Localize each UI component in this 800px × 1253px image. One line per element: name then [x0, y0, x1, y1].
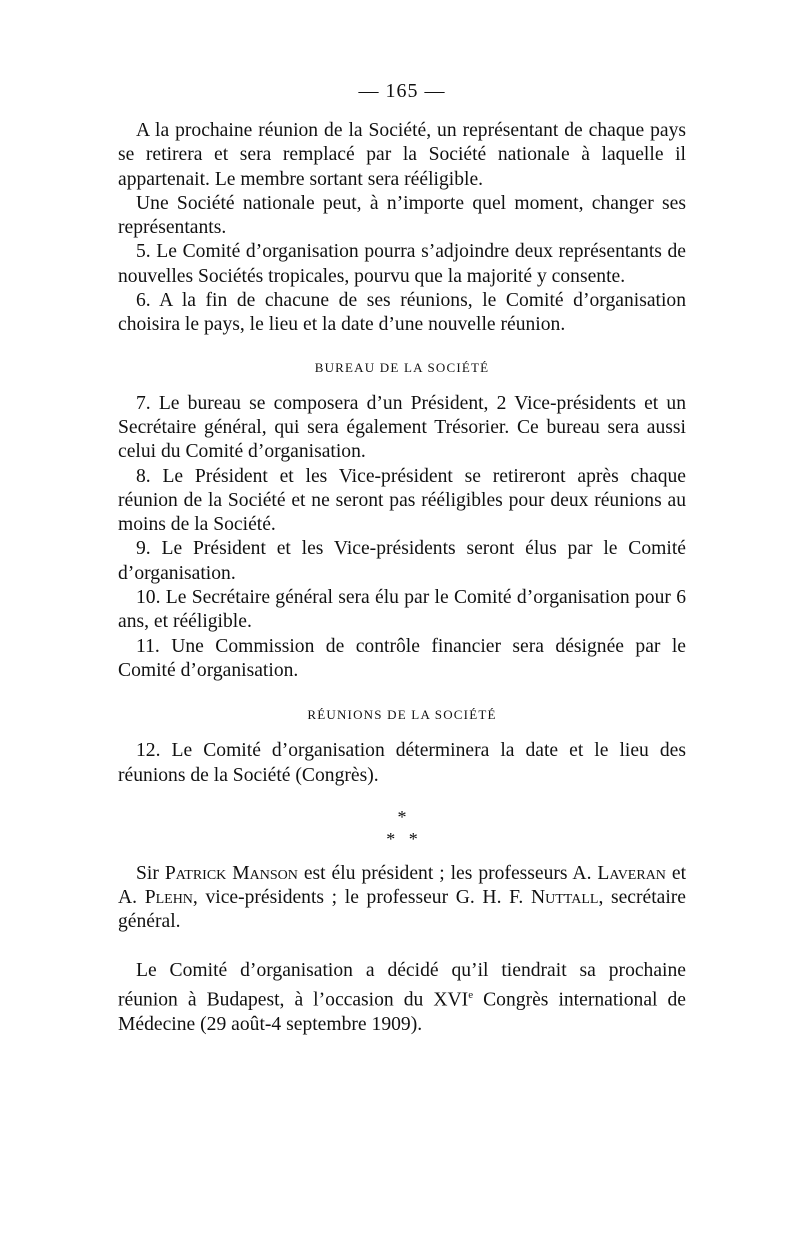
elections-text-1: Sir	[136, 862, 165, 884]
name-plehn: Plehn	[144, 887, 193, 909]
elections-text-4: , vice-présidents ; le professeur G. H. F.	[192, 887, 531, 909]
article-7: 7. Le bureau se composera d’un Président, 2 Vice-présidents et un Secrétaire général, qui sera également Trésorier. Ce bureau sera aussi celui du Comité d’organisation.	[118, 392, 686, 463]
closing-text-2: Congrès international de Médecine (29 août-4 septembre 1909).	[118, 989, 686, 1035]
article-9: 9. Le Président et les Vice-présidents seront élus par le Comité d’organisation.	[118, 538, 686, 584]
article-12: 12. Le Comité d’organisation déterminera la date et le lieu des réunions de la Société (Congrès).	[118, 740, 686, 786]
name-laveran: Laveran	[597, 862, 666, 884]
elections-text-3: et A.	[118, 862, 687, 909]
section-heading-bureau: BUREAU DE LA SOCIÉTÉ	[314, 359, 490, 375]
paragraph-change-representatives: Une Société nationale peut, à n’importe quel moment, changer ses représentants.	[118, 192, 686, 239]
asterism-top-star: *	[397, 806, 407, 827]
article-10: 10. Le Secrétaire général sera élu par le Comité d’organisation pour 6 ans, et rééligible.	[118, 587, 686, 633]
paragraph-representatives-rotation: A la prochaine réunion de la Société, un représentant de chaque pays se retirera et sera remplacé par la Société nationale à laquelle il appartenait. Le membre sortant sera rééligible.	[118, 120, 686, 190]
article-5: 5. Le Comité d’organisation pourra s’adjoindre deux représentants de nouvelles Sociétés tropicales, pourvu que la majorité y consente.	[118, 241, 686, 287]
asterism	[118, 806, 686, 850]
closing-text-1: Le Comité d’organisation a décidé qu’il tiendrait sa prochaine réunion à Budapest, à l’occasion du XVI	[118, 959, 686, 1011]
asterism-bottom-stars: * *	[386, 828, 418, 849]
elections-text-5: , secrétaire général.	[118, 887, 687, 933]
article-6: 6. A la fin de chacune de ses réunions, le Comité d’organisation choisira le pays, le lieu et la date d’une nouvelle réunion.	[118, 290, 686, 336]
paragraph-next-meeting	[118, 959, 686, 1037]
name-nuttall: Nuttall	[530, 887, 599, 909]
page-number: — 165 —	[358, 80, 446, 102]
elections-text-2: est élu président ; les professeurs A.	[297, 862, 598, 884]
name-manson: Patrick Manson	[164, 862, 298, 884]
article-11: 11. Une Commission de contrôle financier sera désignée par le Comité d’organisation.	[118, 635, 686, 681]
document-page	[118, 80, 686, 1037]
spacer	[118, 935, 686, 959]
section-heading-reunions: RÉUNIONS DE LA SOCIÉTÉ	[307, 707, 497, 723]
paragraph-elections	[118, 862, 686, 935]
closing-superscript: e	[468, 989, 474, 1002]
article-8: 8. Le Président et les Vice-président se retireront après chaque réunion de la Société et ne seront pas rééligibles pour deux réunions au moins de la Société.	[118, 465, 686, 536]
